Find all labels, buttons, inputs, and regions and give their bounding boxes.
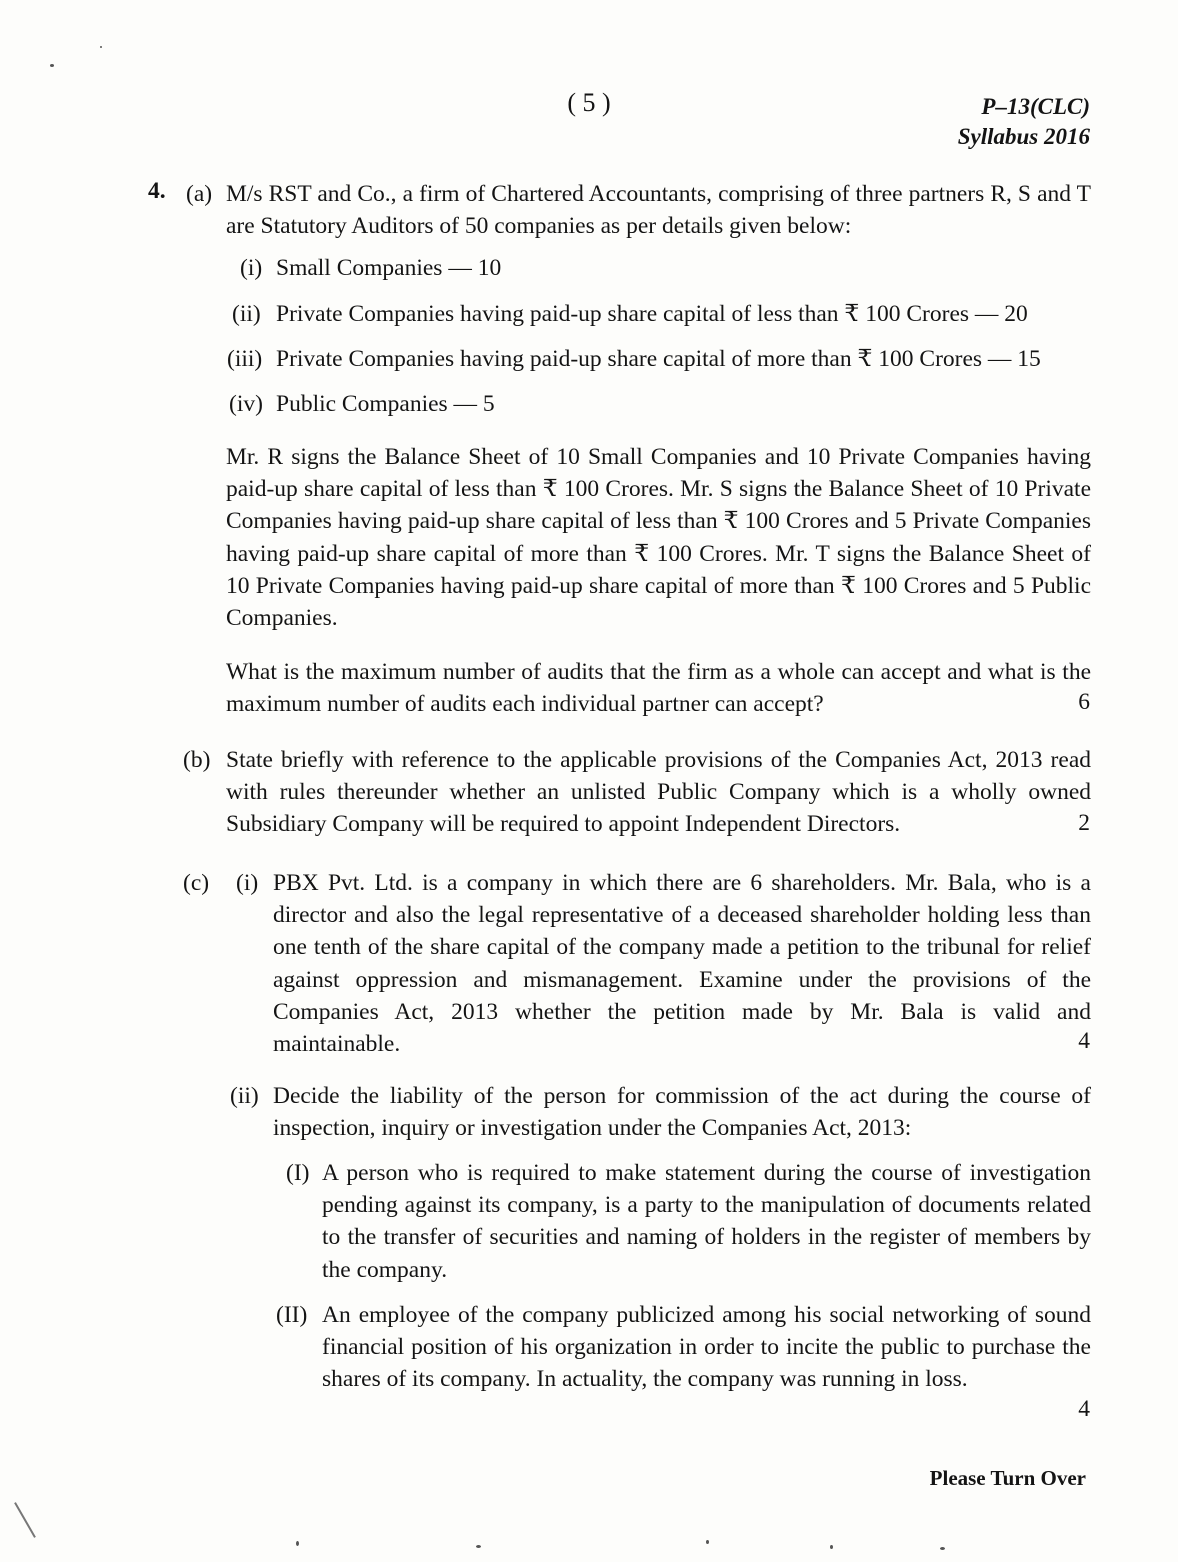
- part-a-question: What is the maximum number of audits that the firm as a whole can accept and what is the maximum number of audits each individual partner can accept?: [226, 659, 1091, 718]
- scan-speck: [706, 1540, 709, 1544]
- scan-speck: [940, 1547, 945, 1550]
- list-item-text: Small Companies — 10: [276, 255, 502, 281]
- scan-mark: [14, 1502, 36, 1538]
- scan-speck: [476, 1545, 481, 1548]
- part-a-label: (a): [186, 181, 213, 207]
- part-c-ii-I-text: A person who is required to make statement during the course of investigation pending against its company, is a party to the manipulation of documents related to the transfer of securities and naming of holders in the register of members by the company.: [322, 1160, 1091, 1283]
- part-c-ii-II-label: (II): [276, 1302, 308, 1328]
- part-a-intro: M/s RST and Co., a firm of Chartered Accountants, comprising of three partners R, S and T are Statutory Auditors of 50 companies as per details given below:: [226, 181, 1091, 240]
- scan-speck: [296, 1541, 299, 1546]
- paper-code-block: [958, 92, 1090, 152]
- list-item-text: Public Companies — 5: [276, 391, 495, 417]
- part-c-i-text: PBX Pvt. Ltd. is a company in which there are 6 shareholders. Mr. Bala, who is a director and also the legal representative of a deceased shareholder holding less than one tenth of the share capital of the company made a petition to the tribunal for relief against oppression and mismanagement. Examine under the provisions of the Companies Act, 2013 whether the petition made by Mr. Bala is valid and maintainable.: [273, 870, 1091, 1058]
- part-a-paragraph: Mr. R signs the Balance Sheet of 10 Small Companies and 10 Private Companies having paid-up share capital of less than ₹ 100 Crores. Mr. S signs the Balance Sheet of 10 Private Companies having paid-up share capital of less than ₹ 100 Crores and 5 Private Companies having paid-up share capital of more than ₹ 100 Crores. Mr. T signs the Balance Sheet of 10 Private Companies having paid-up share capital of more than ₹ 100 Crores and 5 Public Companies.: [226, 444, 1091, 632]
- list-item-text: Private Companies having paid-up share capital of less than ₹ 100 Crores — 20: [276, 301, 1028, 327]
- part-c-ii-II-marks: 4: [1078, 1396, 1090, 1422]
- part-a-marks: 6: [1078, 689, 1090, 715]
- part-b-label: (b): [183, 747, 211, 773]
- page-number: ( 5 ): [567, 88, 611, 117]
- part-c-ii-text: Decide the liability of the person for commission of the act during the course of inspection, inquiry or investigation under the Companies Act, 2013:: [273, 1083, 1091, 1142]
- part-c-i-marks: 4: [1078, 1028, 1090, 1054]
- part-c-ii-I-label: (I): [286, 1160, 310, 1186]
- list-item-text: Private Companies having paid-up share capital of more than ₹ 100 Crores — 15: [276, 346, 1041, 372]
- syllabus-year: Syllabus 2016: [957, 124, 1090, 149]
- paper-code: P–13(CLC): [981, 94, 1090, 119]
- list-item-label: (ii): [232, 301, 261, 327]
- part-c-ii-label: (ii): [230, 1083, 259, 1109]
- part-b-text: State briefly with reference to the applicable provisions of the Companies Act, 2013 read with rules thereunder whether an unlisted Public Company which is a wholly owned Subsidiary Company will be required to appoint Independent Directors.: [226, 747, 1091, 838]
- please-turn-over: Please Turn Over: [929, 1466, 1086, 1490]
- question-number: 4.: [148, 178, 166, 204]
- part-c-label: (c): [183, 870, 210, 896]
- list-item-label: (iii): [227, 346, 263, 372]
- scan-speck: [830, 1545, 833, 1549]
- list-item-label: (i): [240, 255, 263, 281]
- part-b-marks: 2: [1078, 810, 1090, 836]
- list-item-label: (iv): [229, 391, 263, 417]
- scan-speck: [50, 64, 54, 67]
- part-c-ii-II-text: An employee of the company publicized among his social networking of sound financial position of his organization in order to incite the public to purchase the shares of its company. In actuality, the company was running in loss.: [322, 1302, 1091, 1393]
- part-c-i-label: (i): [236, 870, 259, 896]
- scan-speck: [100, 46, 102, 48]
